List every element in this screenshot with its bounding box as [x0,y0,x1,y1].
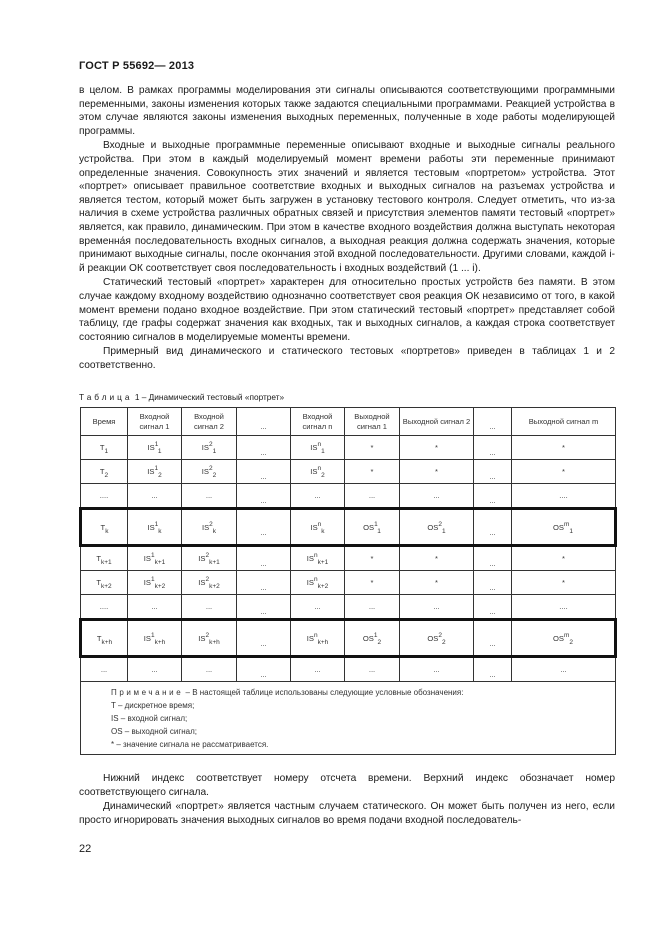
ellipsis-cell: ... [81,657,128,682]
ellipsis-cell: ... [291,657,345,682]
table-header-row [81,408,616,436]
table-note-row [81,682,616,755]
table-row [81,657,616,682]
input-cell: ISnk+2 [291,571,345,595]
output-cell: OSm2 [512,620,616,657]
table-caption-title: 1 – Динамический тестовый «портрет» [132,392,285,402]
table-row [81,460,616,484]
table-row [81,436,616,460]
ellipsis-cell: ... [291,484,345,509]
paragraph: Входные и выходные программные переменные описывают входные и выходные сигналы реального устройства. При этом в каждый моделируемый момент времени работы эти переменные принимают определенные значения. Совокупность этих значений и является тестовым «портретом» устройства. Этот «портрет» описывает правильное соответствие входных и выходных сигналов на разъемах устройства и является тестом, который может быть загружен в установку тестового контроля. Следует отметить, что из-за наличия в схеме устройства различных обратных связей и присутствия элементов памяти тестовый «портрет» является, как правило, динамическим. При этом в качестве входного воздействия должна выступать некоторая временна́я последовательность входных сигналов, а выходная реакция должна содержать значения, которые принимают выходные сигналы, после окончания этой входной последовательности. Другими словами, каждой i-й реакции ОК соответствует своя последовательность i входных воздействий (1 ... i). [79,140,615,274]
paragraph: в целом. В рамках программы моделирования эти сигналы описываются соответствующими программными переменными, законы изменения которых также задаются специальными программами. Реакцией устройства в этом случае являются законы изменения выходных переменных, полученные в ходе работы моделирующей программы. [79,85,615,137]
input-cell: IS1k+h [128,620,182,657]
ellipsis-cell: ... [474,595,512,620]
ellipsis-cell: ... [345,595,400,620]
ellipsis-cell: .... [512,484,616,509]
ellipsis-cell: ... [237,436,291,460]
input-cell: IS1k+2 [128,571,182,595]
ellipsis-cell: ... [474,460,512,484]
ellipsis-cell: ... [128,484,182,509]
output-cell: * [512,436,616,460]
ellipsis-cell: ... [182,595,237,620]
input-cell: ISnk+h [291,620,345,657]
ellipsis-cell: ... [474,436,512,460]
input-cell: IS11 [128,436,182,460]
ellipsis-cell: ... [474,620,512,657]
output-cell: OS11 [345,509,400,546]
time-cell: T2 [81,460,128,484]
paragraph: Статический тестовый «портрет» характерен для относительно простых устройств без памяти. В этом случае каждому входному воздействию однозначно соответствует своя реакция ОК независимо от того, в какой момент времени подано входное воздействие. При этом статический тестовый «портрет» представляет собой таблицу, где графы содержат значения как входных, так и выходных сигналов, а каждая строка соответствует состоянию сигналов в моделируемые моменты времени. [79,277,615,343]
header-cell: Выходной сигнал 1 [345,408,400,436]
header-cell: Время [81,408,128,436]
paragraph: Нижний индекс соответствует номеру отсчета времени. Верхний индекс обозначает номер соответствующего сигнала. [79,773,615,798]
input-cell: IS2k+2 [182,571,237,595]
ellipsis-cell: ... [182,484,237,509]
input-cell: ISn1 [291,436,345,460]
header-cell: ... [474,408,512,436]
ellipsis-cell: ... [237,595,291,620]
ellipsis-cell: ... [237,620,291,657]
ellipsis-cell: ... [400,657,474,682]
header-cell: ... [237,408,291,436]
ellipsis-cell: ... [512,657,616,682]
ellipsis-cell: .... [81,595,128,620]
input-cell: ISn2 [291,460,345,484]
paragraph: Динамический «портрет» является частным случаем статического. Он может быть получен из него, если просто игнорировать значения выходных сигналов во время подачи входной последователь- [79,801,615,826]
input-cell: ISnk+1 [291,546,345,571]
table-note [81,682,616,755]
ellipsis-cell: ... [237,657,291,682]
table-row-highlighted [81,620,616,657]
ellipsis-cell: ... [345,484,400,509]
table-caption [79,392,284,402]
ellipsis-cell: ... [345,657,400,682]
table-row [81,484,616,509]
header-cell: Выходной сигнал m [512,408,616,436]
ellipsis-cell: .... [81,484,128,509]
ellipsis-cell: ... [474,657,512,682]
ellipsis-cell: ... [237,571,291,595]
ellipsis-cell: .... [512,595,616,620]
table-row [81,571,616,595]
ellipsis-cell: ... [474,546,512,571]
time-cell: Tk+1 [81,546,128,571]
time-cell: T1 [81,436,128,460]
document-code: ГОСТ Р 55692— 2013 [79,60,195,72]
input-cell: IS12 [128,460,182,484]
input-cell: IS2k+h [182,620,237,657]
output-cell: OS21 [400,509,474,546]
output-cell: * [400,436,474,460]
ellipsis-cell: ... [182,657,237,682]
page-number: 22 [79,843,92,855]
note-heading: Примечание – В настоящей таблице использованы следующие условные обозначения: [111,688,464,697]
paragraph: Примерный вид динамического и статического тестовых «портретов» приведен в таблицах 1 и 2 соответственно. [79,346,615,371]
ellipsis-cell: ... [474,571,512,595]
output-cell: * [400,571,474,595]
table-row [81,546,616,571]
input-cell: IS2k [182,509,237,546]
input-cell: ISnk [291,509,345,546]
table-row-highlighted [81,509,616,546]
header-cell: Входной сигнал 1 [128,408,182,436]
output-cell: OS22 [400,620,474,657]
header-cell: Выходной сигнал 2 [400,408,474,436]
ellipsis-cell: ... [128,595,182,620]
body-text-bottom [79,772,615,827]
output-cell: * [345,460,400,484]
ellipsis-cell: ... [128,657,182,682]
note-line: * – значение сигнала не рассматривается. [111,740,269,749]
output-cell: * [512,460,616,484]
ellipsis-cell: ... [237,460,291,484]
output-cell: * [400,460,474,484]
ellipsis-cell: ... [237,509,291,546]
time-cell: Tk+2 [81,571,128,595]
input-cell: IS21 [182,436,237,460]
ellipsis-cell: ... [400,484,474,509]
output-cell: * [345,546,400,571]
time-cell: Tk+h [81,620,128,657]
input-cell: IS1k+1 [128,546,182,571]
ellipsis-cell: ... [291,595,345,620]
header-cell: Входной сигнал n [291,408,345,436]
note-line: OS – выходной сигнал; [111,727,198,736]
ellipsis-cell: ... [474,484,512,509]
note-line: T – дискретное время; [111,701,195,710]
ellipsis-cell: ... [237,484,291,509]
ellipsis-cell: ... [474,509,512,546]
output-cell: * [345,571,400,595]
dynamic-test-portrait-table [79,407,617,755]
input-cell: IS1k [128,509,182,546]
input-cell: IS22 [182,460,237,484]
ellipsis-cell: ... [400,595,474,620]
table-caption-word: Таблица [79,392,133,402]
note-line: IS – входной сигнал; [111,714,188,723]
output-cell: OSm1 [512,509,616,546]
output-cell: * [512,546,616,571]
output-cell: * [345,436,400,460]
table-row [81,595,616,620]
output-cell: * [400,546,474,571]
ellipsis-cell: ... [237,546,291,571]
output-cell: OS12 [345,620,400,657]
output-cell: * [512,571,616,595]
time-cell: Tk [81,509,128,546]
input-cell: IS2k+1 [182,546,237,571]
header-cell: Входной сигнал 2 [182,408,237,436]
body-text-top [79,84,615,372]
